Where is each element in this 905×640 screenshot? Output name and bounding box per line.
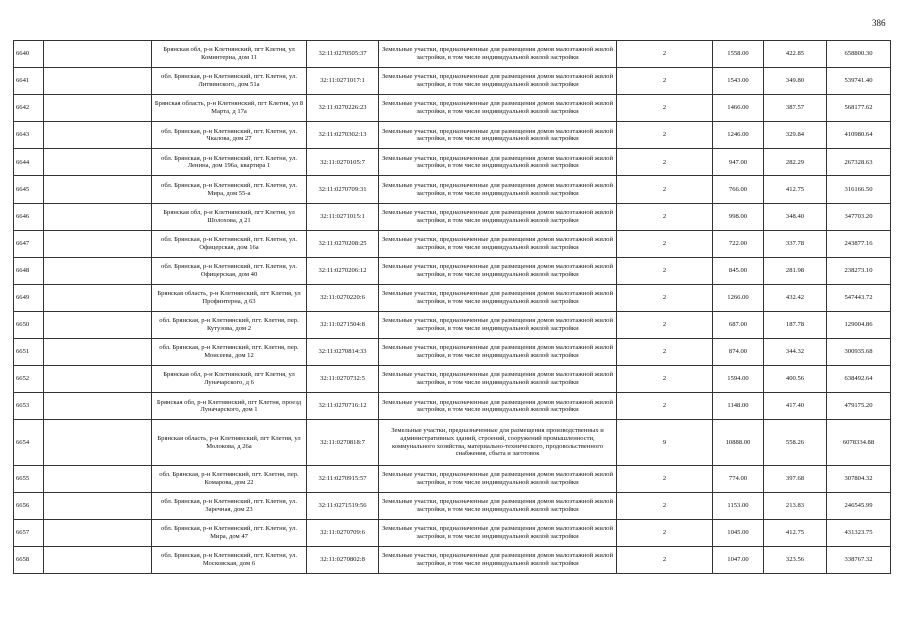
spacer-cell bbox=[44, 257, 152, 284]
area-cell: 1266.00 bbox=[713, 284, 764, 311]
address-cell: Брянская область, р-н Клетнянский, пгт Клетня, ул 8 Марта, д 17а bbox=[152, 95, 307, 122]
page-number: 386 bbox=[872, 18, 886, 28]
specific-value-cell: 329.84 bbox=[764, 122, 827, 149]
table-row bbox=[14, 420, 891, 465]
specific-value-cell: 348.40 bbox=[764, 203, 827, 230]
address-cell: обл. Брянская, р-н Клетнянский, пгт. Клетня, ул. Офицерская, дом 40 bbox=[152, 257, 307, 284]
address-cell: обл. Брянская, р-н Клетнянский, пгт. Клетня, пер. Моисеева, дом 12 bbox=[152, 339, 307, 366]
cadastral-number-cell: 32:11:0270105:7 bbox=[307, 149, 379, 176]
cadastral-number-cell: 32:11:0270208:25 bbox=[307, 230, 379, 257]
cadastral-number-cell: 32:11:0270220:6 bbox=[307, 284, 379, 311]
cadastral-value-cell: 246545.99 bbox=[827, 492, 891, 519]
cadastral-value-cell: 316166.50 bbox=[827, 176, 891, 203]
row-number: 6652 bbox=[14, 366, 44, 393]
row-number: 6645 bbox=[14, 176, 44, 203]
table-row bbox=[14, 393, 891, 420]
area-cell: 1153.00 bbox=[713, 492, 764, 519]
table-row bbox=[14, 257, 891, 284]
cadastral-value-cell: 243877.16 bbox=[827, 230, 891, 257]
specific-value-cell: 323.56 bbox=[764, 546, 827, 573]
spacer-cell bbox=[44, 492, 152, 519]
specific-value-cell: 400.56 bbox=[764, 366, 827, 393]
cadastral-value-cell: 267328.63 bbox=[827, 149, 891, 176]
specific-value-cell: 397.68 bbox=[764, 465, 827, 492]
address-cell: Брянская область, р-н Клетнянский, пгт Клетня, ул Профинтерна, д 63 bbox=[152, 284, 307, 311]
table-row bbox=[14, 176, 891, 203]
purpose-code-cell: 2 bbox=[617, 203, 713, 230]
spacer-cell bbox=[44, 230, 152, 257]
land-purpose-cell: Земельные участки, предназначенные для размещения домов малоэтажной жилой застройки, в том числе индивидуальной жилой застройки bbox=[379, 41, 617, 68]
purpose-code-cell: 2 bbox=[617, 465, 713, 492]
area-cell: 722.00 bbox=[713, 230, 764, 257]
row-number: 6653 bbox=[14, 393, 44, 420]
address-cell: обл. Брянская, р-н Клетнянский, пгт. Клетня, ул. Литвинского, дом 51а bbox=[152, 68, 307, 95]
spacer-cell bbox=[44, 203, 152, 230]
cadastral-value-cell: 307804.32 bbox=[827, 465, 891, 492]
area-cell: 774.00 bbox=[713, 465, 764, 492]
land-purpose-cell: Земельные участки, предназначенные для размещения домов малоэтажной жилой застройки, в том числе индивидуальной жилой застройки bbox=[379, 284, 617, 311]
spacer-cell bbox=[44, 284, 152, 311]
specific-value-cell: 412.75 bbox=[764, 519, 827, 546]
table-row bbox=[14, 465, 891, 492]
cadastral-number-cell: 32:11:0271519:56 bbox=[307, 492, 379, 519]
row-number: 6657 bbox=[14, 519, 44, 546]
cadastral-value-cell: 238273.10 bbox=[827, 257, 891, 284]
cadastral-number-cell: 32:11:0270709:31 bbox=[307, 176, 379, 203]
purpose-code-cell: 2 bbox=[617, 393, 713, 420]
spacer-cell bbox=[44, 176, 152, 203]
spacer-cell bbox=[44, 41, 152, 68]
row-number: 6646 bbox=[14, 203, 44, 230]
land-purpose-cell: Земельные участки, предназначенные для размещения домов малоэтажной жилой застройки, в том числе индивидуальной жилой застройки bbox=[379, 176, 617, 203]
cadastral-number-cell: 32:11:0270732:5 bbox=[307, 366, 379, 393]
land-purpose-cell: Земельные участки, предназначенные для размещения домов малоэтажной жилой застройки, в том числе индивидуальной жилой застройки bbox=[379, 257, 617, 284]
purpose-code-cell: 2 bbox=[617, 230, 713, 257]
specific-value-cell: 282.29 bbox=[764, 149, 827, 176]
purpose-code-cell: 2 bbox=[617, 122, 713, 149]
cadastral-value-cell: 568177.62 bbox=[827, 95, 891, 122]
land-purpose-cell: Земельные участки, предназначенные для размещения домов малоэтажной жилой застройки, в том числе индивидуальной жилой застройки bbox=[379, 203, 617, 230]
spacer-cell bbox=[44, 420, 152, 465]
table-row bbox=[14, 492, 891, 519]
cadastral-value-cell: 410980.64 bbox=[827, 122, 891, 149]
address-cell: Брянская обл, р-н Клетнянский, пгт Клетня, проезд Луначарского, дом 1 bbox=[152, 393, 307, 420]
specific-value-cell: 387.57 bbox=[764, 95, 827, 122]
specific-value-cell: 337.78 bbox=[764, 230, 827, 257]
cadastral-number-cell: 32:11:0270814:33 bbox=[307, 339, 379, 366]
area-cell: 1148.00 bbox=[713, 393, 764, 420]
table-row bbox=[14, 122, 891, 149]
row-number: 6654 bbox=[14, 420, 44, 465]
address-cell: обл. Брянская, р-н Клетнянский, пгт. Клетня, ул. Мира, дом 55-а bbox=[152, 176, 307, 203]
land-purpose-cell: Земельные участки, предназначенные для размещения производственных и административных зданий, строений, сооружений промышленности, коммунального хозяйства, материально-технического, продовольственного снабжения, сбыта и заготовок bbox=[379, 420, 617, 465]
cadastral-number-cell: 32:11:0270709:6 bbox=[307, 519, 379, 546]
area-cell: 766.00 bbox=[713, 176, 764, 203]
land-purpose-cell: Земельные участки, предназначенные для размещения домов малоэтажной жилой застройки, в том числе индивидуальной жилой застройки bbox=[379, 546, 617, 573]
purpose-code-cell: 2 bbox=[617, 95, 713, 122]
cadastral-number-cell: 32:11:0270915:57 bbox=[307, 465, 379, 492]
area-cell: 947.00 bbox=[713, 149, 764, 176]
specific-value-cell: 213.83 bbox=[764, 492, 827, 519]
spacer-cell bbox=[44, 95, 152, 122]
address-cell: обл. Брянская, р-н Клетнянский, пгт. Клетня, пер. Комарова, дом 22 bbox=[152, 465, 307, 492]
address-cell: обл. Брянская, р-н Клетнянский, пгт. Клетня, ул. Мира, дом 47 bbox=[152, 519, 307, 546]
purpose-code-cell: 2 bbox=[617, 284, 713, 311]
purpose-code-cell: 2 bbox=[617, 149, 713, 176]
row-number: 6647 bbox=[14, 230, 44, 257]
specific-value-cell: 432.42 bbox=[764, 284, 827, 311]
specific-value-cell: 349.80 bbox=[764, 68, 827, 95]
row-number: 6641 bbox=[14, 68, 44, 95]
cadastral-number-cell: 32:11:0271504:8 bbox=[307, 311, 379, 338]
table-row bbox=[14, 68, 891, 95]
land-purpose-cell: Земельные участки, предназначенные для размещения домов малоэтажной жилой застройки, в том числе индивидуальной жилой застройки bbox=[379, 68, 617, 95]
address-cell: обл. Брянская, р-н Клетнянский, пгт. Клетня, пер. Кутузова, дом 2 bbox=[152, 311, 307, 338]
address-cell: обл. Брянская, р-н Клетнянский, пгт. Клетня, ул. Ленина, дом 196а, квартира 1 bbox=[152, 149, 307, 176]
specific-value-cell: 422.85 bbox=[764, 41, 827, 68]
purpose-code-cell: 2 bbox=[617, 339, 713, 366]
row-number: 6643 bbox=[14, 122, 44, 149]
land-purpose-cell: Земельные участки, предназначенные для размещения домов малоэтажной жилой застройки, в том числе индивидуальной жилой застройки bbox=[379, 465, 617, 492]
specific-value-cell: 412.75 bbox=[764, 176, 827, 203]
table-row bbox=[14, 519, 891, 546]
area-cell: 1466.00 bbox=[713, 95, 764, 122]
row-number: 6649 bbox=[14, 284, 44, 311]
row-number: 6648 bbox=[14, 257, 44, 284]
area-cell: 1558.00 bbox=[713, 41, 764, 68]
land-purpose-cell: Земельные участки, предназначенные для размещения домов малоэтажной жилой застройки, в том числе индивидуальной жилой застройки bbox=[379, 149, 617, 176]
cadastral-number-cell: 32:11:0270802:8 bbox=[307, 546, 379, 573]
area-cell: 874.00 bbox=[713, 339, 764, 366]
table-row bbox=[14, 546, 891, 573]
land-plot-table bbox=[13, 40, 891, 574]
spacer-cell bbox=[44, 122, 152, 149]
purpose-code-cell: 2 bbox=[617, 257, 713, 284]
table-row bbox=[14, 149, 891, 176]
specific-value-cell: 417.40 bbox=[764, 393, 827, 420]
cadastral-number-cell: 32:11:0270716:12 bbox=[307, 393, 379, 420]
row-number: 6644 bbox=[14, 149, 44, 176]
purpose-code-cell: 2 bbox=[617, 492, 713, 519]
specific-value-cell: 281.98 bbox=[764, 257, 827, 284]
table-row bbox=[14, 284, 891, 311]
area-cell: 1045.00 bbox=[713, 519, 764, 546]
row-number: 6658 bbox=[14, 546, 44, 573]
address-cell: Брянская обл, р-н Клетнянский, пгт Клетня, ул Коминтерна, дом 11 bbox=[152, 41, 307, 68]
land-purpose-cell: Земельные участки, предназначенные для размещения домов малоэтажной жилой застройки, в том числе индивидуальной жилой застройки bbox=[379, 492, 617, 519]
cadastral-value-cell: 547443.72 bbox=[827, 284, 891, 311]
cadastral-value-cell: 658800.30 bbox=[827, 41, 891, 68]
table-row bbox=[14, 203, 891, 230]
cadastral-value-cell: 338767.32 bbox=[827, 546, 891, 573]
spacer-cell bbox=[44, 68, 152, 95]
row-number: 6655 bbox=[14, 465, 44, 492]
cadastral-number-cell: 32:11:0270818:7 bbox=[307, 420, 379, 465]
cadastral-value-cell: 300935.68 bbox=[827, 339, 891, 366]
spacer-cell bbox=[44, 519, 152, 546]
area-cell: 1246.00 bbox=[713, 122, 764, 149]
row-number: 6640 bbox=[14, 41, 44, 68]
address-cell: Брянская область, р-н Клетнянский, пгт Клетня, ул Молокова, д 26а bbox=[152, 420, 307, 465]
purpose-code-cell: 2 bbox=[617, 176, 713, 203]
specific-value-cell: 344.32 bbox=[764, 339, 827, 366]
area-cell: 1594.00 bbox=[713, 366, 764, 393]
cadastral-number-cell: 32:11:0270226:23 bbox=[307, 95, 379, 122]
cadastral-value-cell: 479175.20 bbox=[827, 393, 891, 420]
area-cell: 10888.00 bbox=[713, 420, 764, 465]
purpose-code-cell: 2 bbox=[617, 68, 713, 95]
address-cell: Брянская обл, р-н Клетнянский, пгт Клетня, ул Луначарского, д 6 bbox=[152, 366, 307, 393]
spacer-cell bbox=[44, 149, 152, 176]
land-purpose-cell: Земельные участки, предназначенные для размещения домов малоэтажной жилой застройки, в том числе индивидуальной жилой застройки bbox=[379, 339, 617, 366]
spacer-cell bbox=[44, 311, 152, 338]
table-body bbox=[14, 41, 891, 574]
spacer-cell bbox=[44, 393, 152, 420]
spacer-cell bbox=[44, 465, 152, 492]
cadastral-value-cell: 539741.40 bbox=[827, 68, 891, 95]
spacer-cell bbox=[44, 546, 152, 573]
area-cell: 1047.00 bbox=[713, 546, 764, 573]
land-purpose-cell: Земельные участки, предназначенные для размещения домов малоэтажной жилой застройки, в том числе индивидуальной жилой застройки bbox=[379, 122, 617, 149]
cadastral-value-cell: 638492.64 bbox=[827, 366, 891, 393]
cadastral-number-cell: 32:11:0271017:1 bbox=[307, 68, 379, 95]
table-row bbox=[14, 41, 891, 68]
land-purpose-cell: Земельные участки, предназначенные для размещения домов малоэтажной жилой застройки, в том числе индивидуальной жилой застройки bbox=[379, 95, 617, 122]
address-cell: обл. Брянская, р-н Клетнянский, пгт. Клетня, ул. Московская, дом 6 bbox=[152, 546, 307, 573]
address-cell: обл. Брянская, р-н Клетнянский, пгт. Клетня, ул. Заречная, дом 23 bbox=[152, 492, 307, 519]
purpose-code-cell: 2 bbox=[617, 519, 713, 546]
land-purpose-cell: Земельные участки, предназначенные для размещения домов малоэтажной жилой застройки, в том числе индивидуальной жилой застройки bbox=[379, 311, 617, 338]
area-cell: 998.00 bbox=[713, 203, 764, 230]
row-number: 6656 bbox=[14, 492, 44, 519]
cadastral-value-cell: 347703.20 bbox=[827, 203, 891, 230]
address-cell: обл. Брянская, р-н Клетнянский, пгт. Клетня, ул. Чкалова, дом 27 bbox=[152, 122, 307, 149]
purpose-code-cell: 2 bbox=[617, 311, 713, 338]
cadastral-number-cell: 32:11:0271015:1 bbox=[307, 203, 379, 230]
land-purpose-cell: Земельные участки, предназначенные для размещения домов малоэтажной жилой застройки, в том числе индивидуальной жилой застройки bbox=[379, 393, 617, 420]
spacer-cell bbox=[44, 366, 152, 393]
purpose-code-cell: 9 bbox=[617, 420, 713, 465]
table-row bbox=[14, 230, 891, 257]
purpose-code-cell: 2 bbox=[617, 366, 713, 393]
purpose-code-cell: 2 bbox=[617, 41, 713, 68]
land-purpose-cell: Земельные участки, предназначенные для размещения домов малоэтажной жилой застройки, в том числе индивидуальной жилой застройки bbox=[379, 230, 617, 257]
cadastral-number-cell: 32:11:0270206:12 bbox=[307, 257, 379, 284]
cadastral-value-cell: 129004.86 bbox=[827, 311, 891, 338]
row-number: 6642 bbox=[14, 95, 44, 122]
spacer-cell bbox=[44, 339, 152, 366]
table-row bbox=[14, 339, 891, 366]
address-cell: Брянская обл, р-н Клетнянский, пгт Клетня, ул Шолохова, д 21 bbox=[152, 203, 307, 230]
row-number: 6651 bbox=[14, 339, 44, 366]
specific-value-cell: 558.26 bbox=[764, 420, 827, 465]
land-purpose-cell: Земельные участки, предназначенные для размещения домов малоэтажной жилой застройки, в том числе индивидуальной жилой застройки bbox=[379, 519, 617, 546]
specific-value-cell: 187.78 bbox=[764, 311, 827, 338]
row-number: 6650 bbox=[14, 311, 44, 338]
cadastral-value-cell: 431323.75 bbox=[827, 519, 891, 546]
cadastral-value-cell: 6078334.88 bbox=[827, 420, 891, 465]
table-row bbox=[14, 95, 891, 122]
area-cell: 1543.00 bbox=[713, 68, 764, 95]
table-row bbox=[14, 311, 891, 338]
table-row bbox=[14, 366, 891, 393]
address-cell: обл. Брянская, р-н Клетнянский, пгт. Клетня, ул. Офицерская, дом 16а bbox=[152, 230, 307, 257]
land-purpose-cell: Земельные участки, предназначенные для размещения домов малоэтажной жилой застройки, в том числе индивидуальной жилой застройки bbox=[379, 366, 617, 393]
area-cell: 845.00 bbox=[713, 257, 764, 284]
cadastral-number-cell: 32:11:0270302:13 bbox=[307, 122, 379, 149]
area-cell: 687.00 bbox=[713, 311, 764, 338]
purpose-code-cell: 2 bbox=[617, 546, 713, 573]
cadastral-number-cell: 32:11:0270505:37 bbox=[307, 41, 379, 68]
